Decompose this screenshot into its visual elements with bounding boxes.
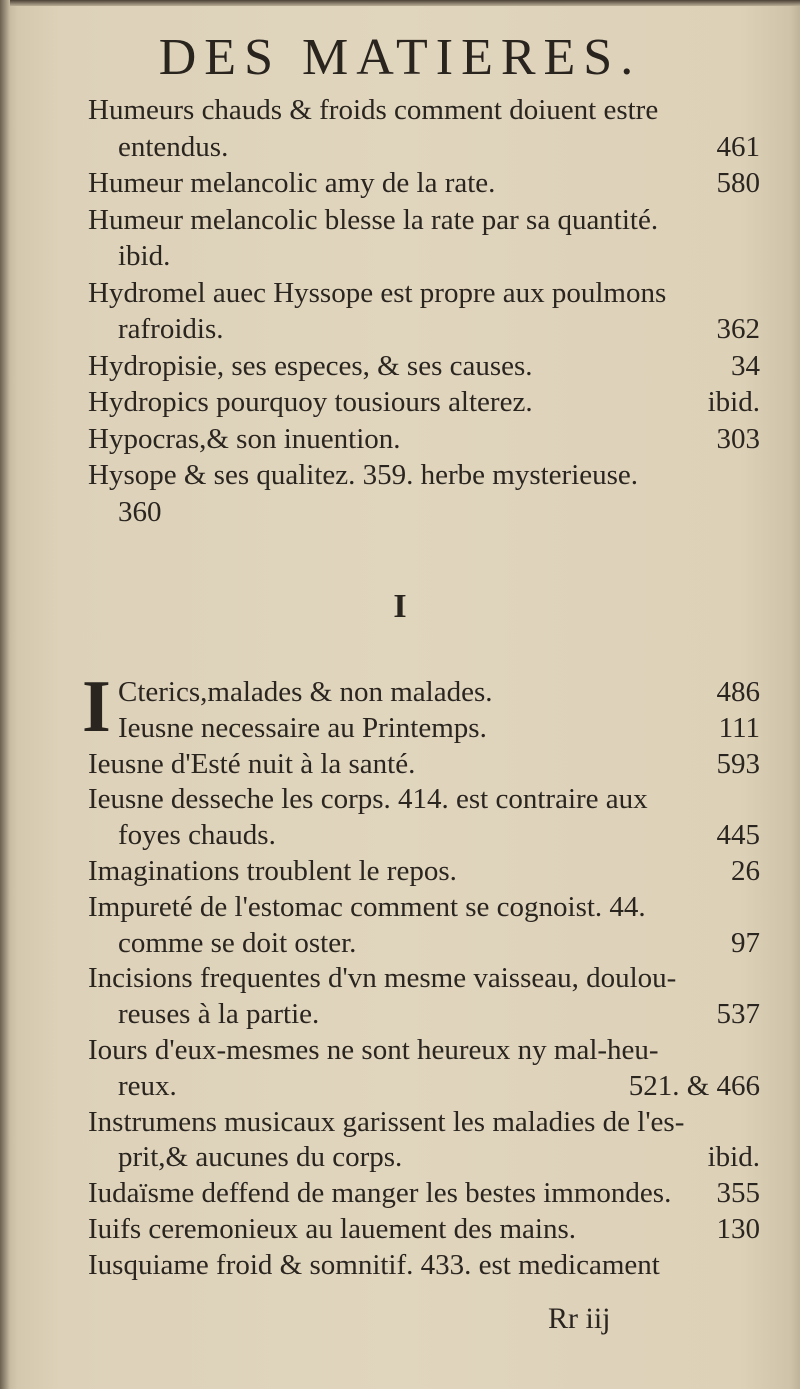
entry-text: reux.: [118, 1069, 177, 1102]
entry-page-number: 303: [716, 422, 760, 455]
entry-page-number: 355: [716, 1177, 760, 1210]
index-entry: [88, 457, 760, 493]
index-entry: [88, 746, 760, 782]
entry-text: Imaginations troublent le repos.: [88, 855, 457, 887]
index-entry: [88, 853, 760, 889]
entry-page-number: ibid.: [707, 386, 760, 418]
page-top-edge: [0, 0, 800, 6]
entry-text: Impureté de l'estomac comment se cognoist. 44.: [88, 890, 646, 923]
entry-text: Hydropics pourquoy tousiours alterez.: [88, 386, 533, 418]
entry-text: Ieusne necessaire au Printemps.: [118, 711, 487, 744]
index-entry: [118, 710, 760, 746]
entry-page-number: 130: [716, 1213, 760, 1245]
index-entry: [118, 674, 760, 710]
entry-text: Hydropisie, ses especes, & ses causes.: [88, 349, 533, 382]
index-entry: [88, 202, 760, 238]
entry-text: Incisions frequentes d'vn mesme vaisseau, doulou-: [88, 962, 677, 995]
entry-page-number: 34: [731, 349, 760, 382]
entry-text: Ieusne desseche les corps. 414. est contraire aux: [88, 783, 648, 816]
section-letter: I: [393, 588, 407, 625]
entry-page-number: 537: [716, 998, 760, 1031]
entry-page-number: 521. & 466: [628, 1069, 760, 1102]
index-entry: [88, 889, 760, 925]
index-entry: [118, 925, 760, 961]
entry-text: Cterics,malades & non malades.: [118, 676, 493, 708]
entry-page-number: 445: [716, 819, 760, 852]
index-entry: [88, 1032, 760, 1068]
entry-text: reuses à la partie.: [118, 998, 320, 1031]
entry-text: Hypocras,& son inuention.: [88, 422, 401, 455]
page-binding-edge: [0, 0, 10, 1389]
entry-text: Humeurs chauds & froids comment doiuent estre: [88, 94, 659, 126]
index-entry: [88, 384, 760, 420]
entry-text: Iudaïsme deffend de manger les bestes immondes.: [88, 1177, 672, 1210]
entry-page-number: 111: [718, 711, 760, 744]
index-entry: [118, 996, 760, 1032]
entry-text: Hysope & ses qualitez. 359. herbe mysterieuse.: [88, 459, 639, 491]
entry-page-number: ibid.: [707, 1141, 760, 1174]
index-entry: [88, 781, 760, 817]
index-entry: [88, 960, 760, 996]
entry-text: ibid.: [118, 240, 171, 272]
index-entry: [88, 1247, 760, 1283]
entry-text: 360: [118, 495, 162, 528]
entry-text: Iusquiame froid & somnitif. 433. est medicament: [88, 1248, 660, 1281]
entry-page-number: 97: [731, 926, 760, 959]
index-entry: [88, 92, 760, 128]
entry-text: foyes chauds.: [118, 819, 276, 852]
index-entry: [88, 348, 760, 384]
entry-page-number: 593: [716, 747, 760, 780]
index-entry: [118, 1068, 760, 1104]
signature-mark: Rr iij: [548, 1302, 611, 1335]
index-entry: [88, 165, 760, 201]
drop-cap: I: [82, 666, 111, 748]
entry-text: entendus.: [118, 130, 229, 163]
index-entry: [118, 238, 760, 274]
index-entry: [118, 494, 760, 530]
entry-text: Humeur melancolic blesse la rate par sa quantité.: [88, 203, 659, 236]
entry-page-number: 461: [716, 130, 760, 163]
index-entry: [118, 129, 760, 165]
index-entry: [88, 1211, 760, 1247]
entry-text: Ieusne d'Esté nuit à la santé.: [88, 747, 416, 780]
page-header: DES MATIERES.: [158, 29, 642, 86]
entry-page-number: 26: [731, 855, 760, 887]
index-entry: [88, 1175, 760, 1211]
index-entry: [118, 817, 760, 853]
entry-text: Humeur melancolic amy de la rate.: [88, 167, 496, 199]
entry-page-number: 486: [716, 676, 760, 708]
index-entry: [118, 311, 760, 347]
index-entry: [88, 1104, 760, 1140]
entry-text: rafroidis.: [118, 313, 224, 345]
entry-text: Iuifs ceremonieux au lauement des mains.: [88, 1213, 577, 1245]
index-entry: [88, 421, 760, 457]
index-entry: [118, 1139, 760, 1175]
entry-text: prit,& aucunes du corps.: [118, 1141, 403, 1174]
index-entry: [88, 275, 760, 311]
entry-page-number: 580: [716, 167, 760, 199]
entry-page-number: 362: [716, 313, 760, 345]
entry-text: comme se doit oster.: [118, 926, 357, 959]
entry-text: Instrumens musicaux garissent les maladies de l'es-: [88, 1105, 685, 1138]
entry-text: Hydromel auec Hyssope est propre aux poulmons: [88, 276, 667, 309]
entry-text: Iours d'eux-mesmes ne sont heureux ny mal-heu-: [88, 1034, 659, 1066]
